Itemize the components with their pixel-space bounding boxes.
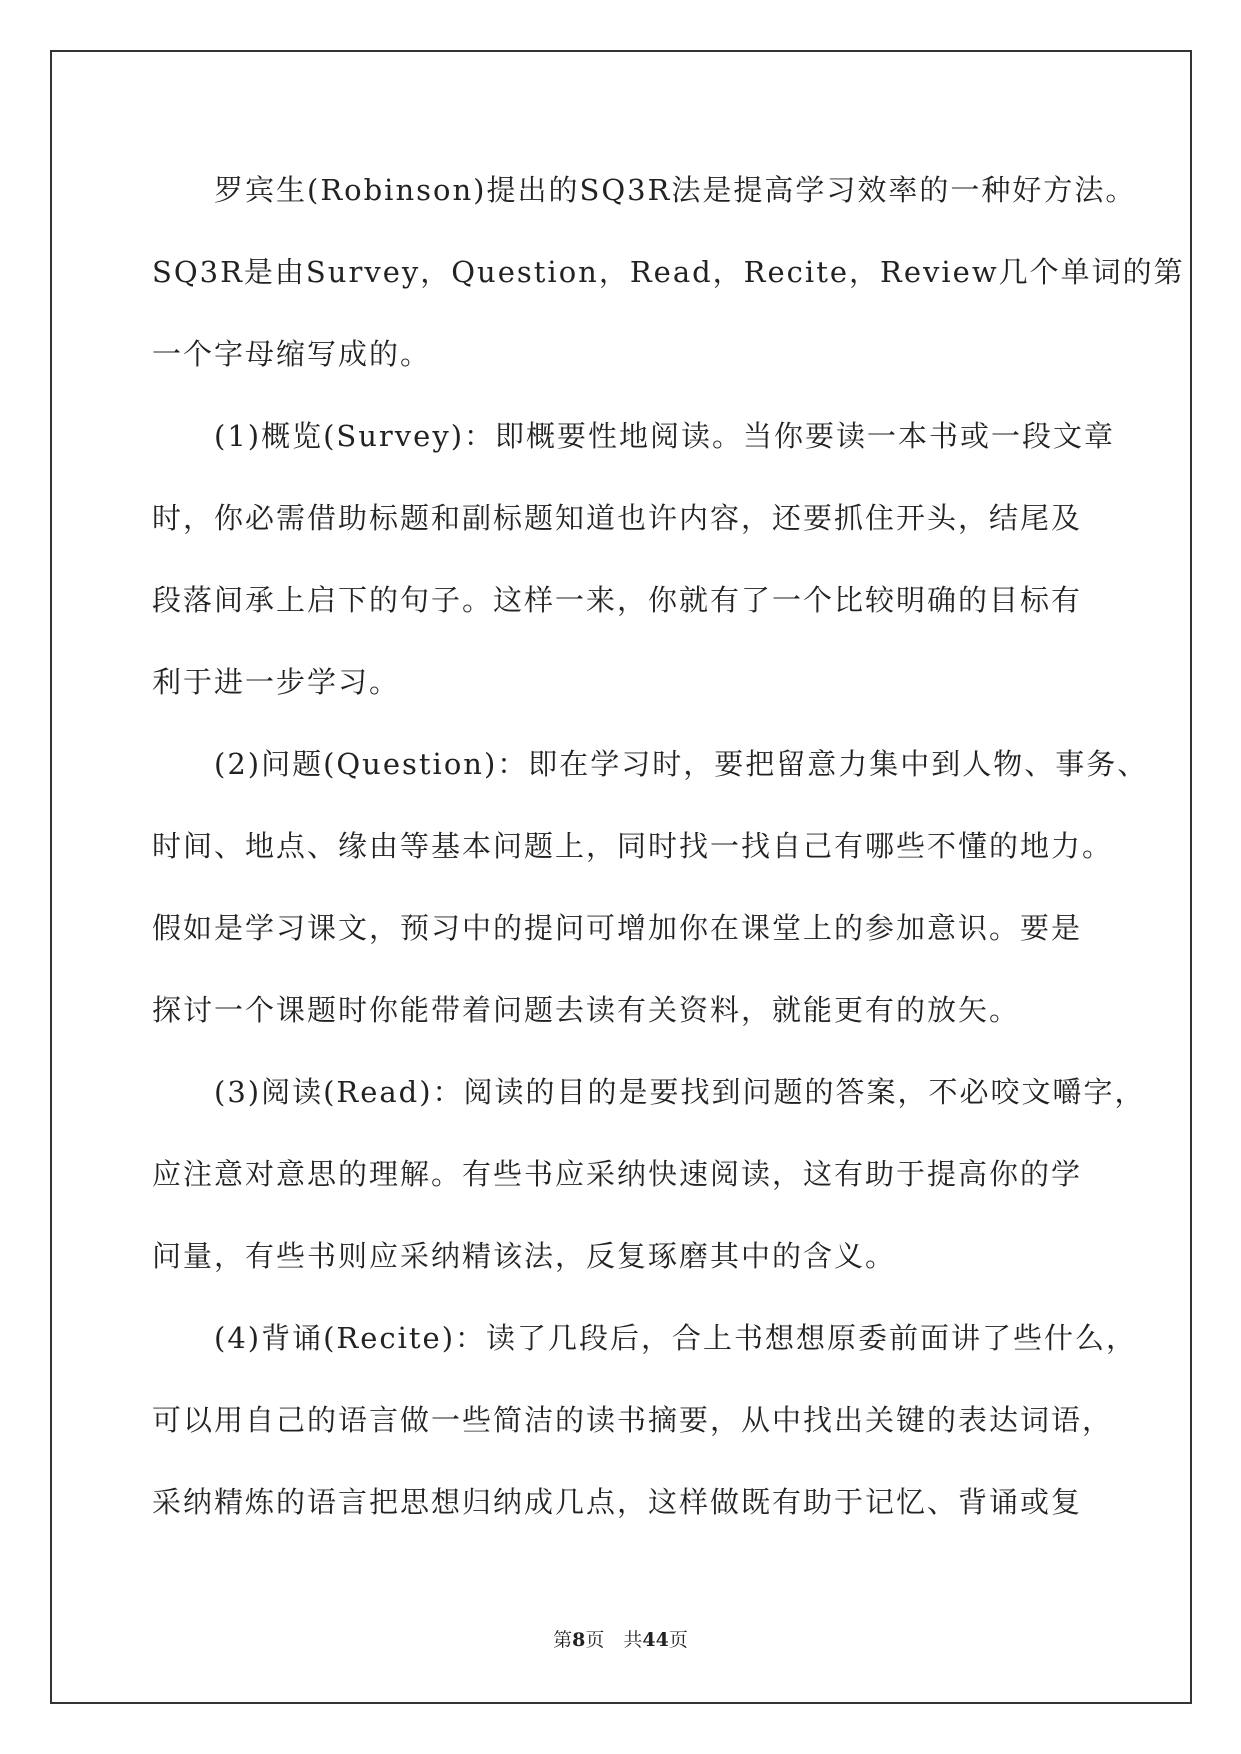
text-line: 采纳精炼的语言把思想归纳成几点，这样做既有助于记忆、背诵或复 — [152, 1485, 1083, 1519]
text-line: SQ3R是由Survey，Question，Read，Recite，Review几个单词的第 — [152, 255, 1185, 289]
text-line: 罗宾生(Robinson)提出的SQ3R法是提高学习效率的一种好方法。 — [152, 173, 1137, 207]
text-line: 时间、地点、缘由等基本问题上，同时找一找自己有哪些不懂的地力。 — [152, 829, 1114, 863]
text-line: (4)背诵(Recite)：读了几段后，合上书想想原委前面讲了些什么， — [152, 1321, 1138, 1355]
page-border — [50, 50, 1192, 1704]
text-line: 一个字母缩写成的。 — [152, 337, 432, 371]
text-line: 应注意对意思的理解。有些书应采纳快速阅读，这有助于提高你的学 — [152, 1157, 1083, 1191]
text-line: 时，你必需借助标题和副标题知道也许内容，还要抓住开头，结尾及 — [152, 501, 1083, 535]
text-line: (1)概览(Survey)：即概要性地阅读。当你要读一本书或一段文章 — [152, 419, 1116, 453]
text-line: 问量，有些书则应采纳精该法，反复琢磨其中的含义。 — [152, 1239, 897, 1273]
text-line: 假如是学习课文，预习中的提问可增加你在课堂上的参加意识。要是 — [152, 911, 1083, 945]
page-number: 8 — [572, 1629, 586, 1651]
text-line: (2)问题(Question)：即在学习时，要把留意力集中到人物、事务、 — [152, 747, 1149, 781]
page-total: 44 — [642, 1629, 669, 1651]
page-footer — [0, 1625, 1241, 1652]
text-line: 利于进一步学习。 — [152, 665, 401, 699]
footer-suffix: 页 — [668, 1629, 688, 1651]
text-line: 段落间承上启下的句子。这样一来，你就有了一个比较明确的目标有 — [152, 583, 1083, 617]
text-line: 探讨一个课题时你能带着问题去读有关资料，就能更有的放矢。 — [152, 993, 1021, 1027]
text-line: 可以用自己的语言做一些简洁的读书摘要，从中找出关键的表达词语， — [152, 1403, 1114, 1437]
text-line: (3)阅读(Read)：阅读的目的是要找到问题的答案，不必咬文嚼字， — [152, 1075, 1146, 1109]
footer-prefix: 第 — [553, 1629, 573, 1651]
footer-mid: 页 共 — [585, 1629, 643, 1651]
